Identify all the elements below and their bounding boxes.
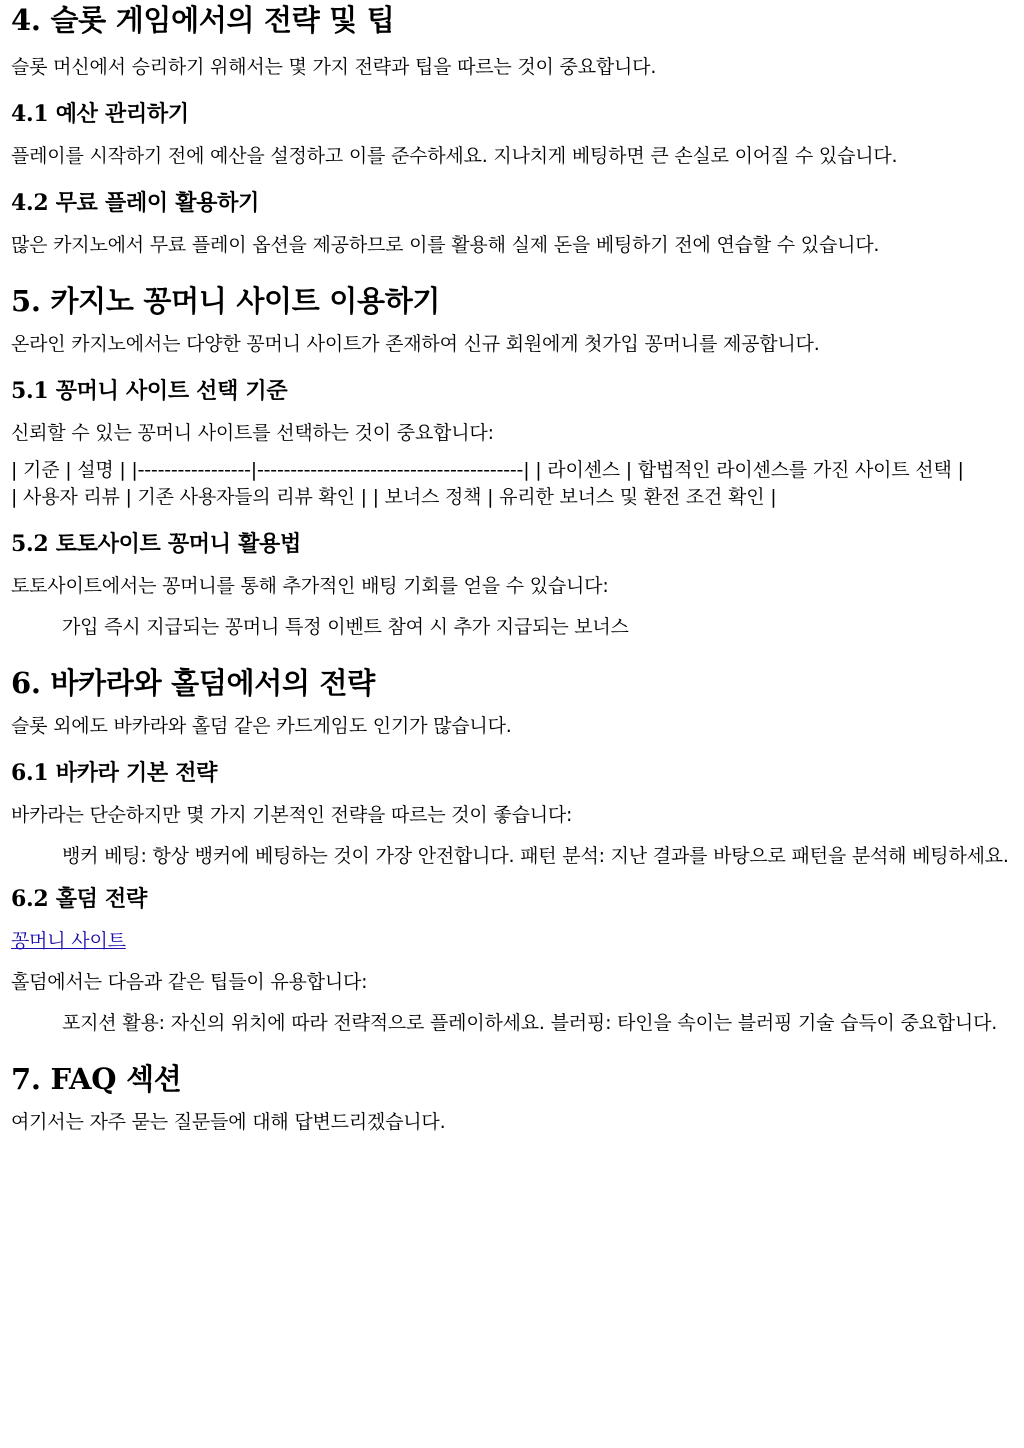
markdown-table-text [11, 457, 1013, 511]
section-body-4-1: 플레이를 시작하기 전에 예산을 설정하고 이를 준수하세요. 지나치게 베팅하면 큰 손실로 이어질 수 있습니다. [11, 145, 898, 167]
section-heading-7: 7. FAQ 섹션 [11, 1062, 182, 1096]
section-heading-5-2: 5.2 토토사이트 꽁머니 활용법 [11, 531, 301, 557]
section-body-6-2: 홀덤에서는 다음과 같은 팁들이 유용합니다: [11, 971, 368, 993]
section-heading-6-1: 6.1 바카라 기본 전략 [11, 760, 218, 786]
section-intro-5: 온라인 카지노에서는 다양한 꽁머니 사이트가 존재하여 신규 회원에게 첫가입 꽁머니를 제공합니다. [11, 333, 820, 355]
section-heading-4: 4. 슬롯 게임에서의 전략 및 팁 [11, 3, 395, 37]
section-body-6-1: 바카라는 단순하지만 몇 가지 기본적인 전략을 따르는 것이 좋습니다: [11, 804, 573, 826]
blockquote-baccarat: 뱅커 베팅: 항상 뱅커에 베팅하는 것이 가장 안전합니다. 패턴 분석: 지난 결과를 바탕으로 패턴을 분석해 베팅하세요. [62, 845, 1009, 867]
section-heading-6: 6. 바카라와 홀덤에서의 전략 [11, 666, 375, 700]
blockquote-bonus: 가입 즉시 지급되는 꽁머니 특정 이벤트 참여 시 추가 지급되는 보너스 [62, 616, 629, 638]
section-body-5-2: 토토사이트에서는 꽁머니를 통해 추가적인 배팅 기회를 얻을 수 있습니다: [11, 575, 609, 597]
section-heading-5-1: 5.1 꽁머니 사이트 선택 기준 [11, 378, 288, 404]
section-heading-5: 5. 카지노 꽁머니 사이트 이용하기 [11, 284, 441, 318]
blockquote-holdem: 포지션 활용: 자신의 위치에 따라 전략적으로 플레이하세요. 블러핑: 타인을 속이는 블러핑 기술 습득이 중요합니다. [62, 1012, 998, 1034]
section-heading-6-2: 6.2 홀덤 전략 [11, 886, 147, 912]
section-heading-4-2: 4.2 무료 플레이 활용하기 [11, 190, 260, 216]
markdown-table-line: | 사용자 리뷰 | 기존 사용자들의 리뷰 확인 | | 보너스 정책 | 유리한 보너스 및 환전 조건 확인 | [11, 486, 777, 508]
document-page [11, 0, 1013, 1136]
section-intro-7: 여기서는 자주 묻는 질문들에 대해 답변드리겠습니다. [11, 1111, 446, 1133]
ggongmoney-site-link[interactable]: 꽁머니 사이트 [11, 930, 126, 952]
section-body-5-1: 신뢰할 수 있는 꽁머니 사이트를 선택하는 것이 중요합니다: [11, 422, 494, 444]
link-paragraph [11, 928, 1013, 955]
markdown-table-line: | 기준 | 설명 | |-----------------|----------------------------------------| | 라이센스 | 합법적인 라이센스를 가진 사이트 선택 | [11, 459, 964, 481]
section-body-4-2: 많은 카지노에서 무료 플레이 옵션을 제공하므로 이를 활용해 실제 돈을 베팅하기 전에 연습할 수 있습니다. [11, 234, 880, 256]
section-intro-4: 슬롯 머신에서 승리하기 위해서는 몇 가지 전략과 팁을 따르는 것이 중요합니다. [11, 56, 657, 78]
section-intro-6: 슬롯 외에도 바카라와 홀덤 같은 카드게임도 인기가 많습니다. [11, 715, 512, 737]
section-heading-4-1: 4.1 예산 관리하기 [11, 101, 189, 127]
